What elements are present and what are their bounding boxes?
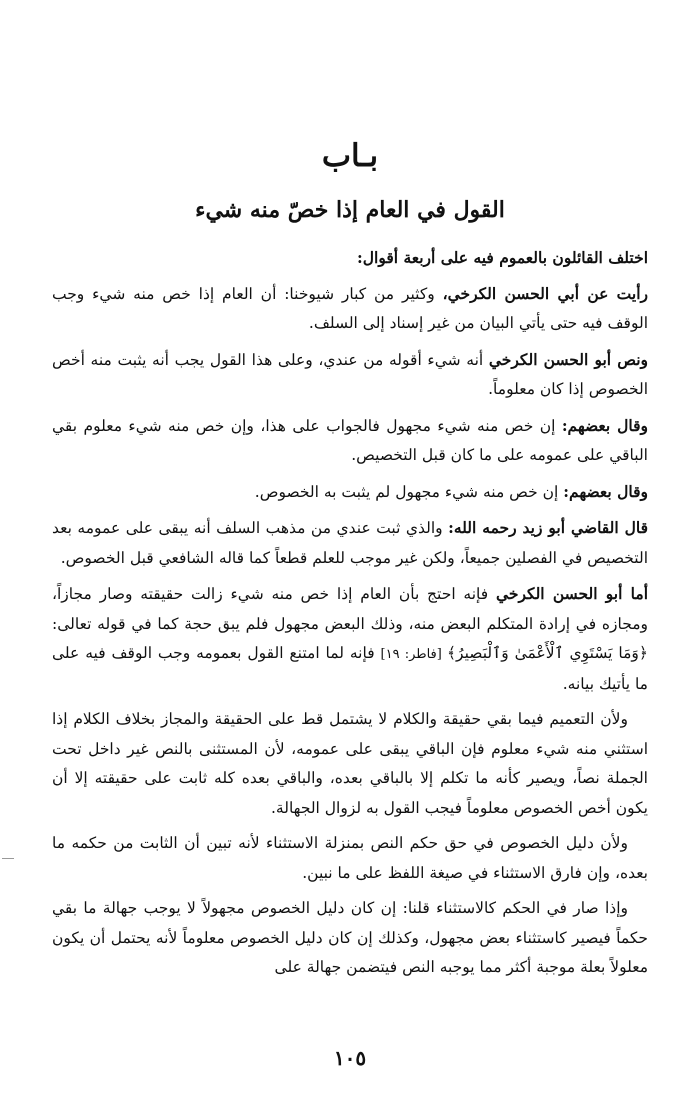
paragraph — [52, 829, 648, 888]
quran-verse: ﴿وَمَا يَسْتَوِي ٱلْأَعْمَىٰ وَٱلْبَصِيرُ﴾ — [446, 644, 648, 662]
paragraph — [52, 411, 648, 471]
paragraph-text: اختلف القائلون بالعموم فيه على أربعة أقوال: — [357, 248, 648, 267]
margin-mark — [2, 858, 14, 859]
paragraph-text: إن خص منه شيء مجهول فالجواب على هذا، وإن خص منه شيء معلوم بقي الباقي على عمومه على ما كان قبل التخصيص. — [52, 416, 648, 464]
paragraph — [52, 579, 648, 699]
body-text — [52, 243, 648, 989]
paragraph — [52, 513, 648, 573]
section-title: القول في العام إذا خصّ منه شيء — [195, 197, 505, 223]
paragraph — [52, 477, 648, 508]
paragraph — [52, 705, 648, 823]
paragraph-text: ولأن دليل الخصوص في حق حكم النص بمنزلة الاستثناء لأنه تبين أن الثابت من حكمه ما بعده، وإن فارق الاستثناء في صيغة اللفظ على ما نبين. — [52, 834, 648, 882]
paragraph-lead: ونص أبو الحسن الكرخي — [488, 349, 648, 369]
paragraph-text: وإذا صار في الحكم كالاستثناء قلنا: إن كان دليل الخصوص مجهولاً لا يوجب جهالة ما بقي حكماً فيصير كاستثناء بعض مجهول، وكذلك إن كان دليل الخصوص معلوماً لأنه يحتمل أن يكون معلولاً بعلة موجبة أكثر مما يوجبه النص فيتضمن جهالة على — [52, 899, 648, 976]
paragraph-text: وكثير من كبار شيوخنا: أن العام إذا خص منه شيء وجب الوقف فيه حتى يأتي البيان من غير إسناد إلى السلف. — [52, 284, 648, 332]
paragraph — [52, 345, 648, 405]
paragraph-text: ولأن التعميم فيما بقي حقيقة والكلام لا يشتمل قط على الحقيقة والمجاز بخلاف الكلام إذا استثني منه شيء معلوم فإن الباقي يبقى على عمومه، لأن المستثنى بالنص غير داخل تحت الجملة نصاً، ويصير كأنه ما تكلم إلا بالباقي بعده، والباقي بعده كله ثابت على حقيقته إلا أن يكون أخص الخصوص معلوماً فيجب القول به لزوال الجهالة. — [52, 710, 648, 817]
paragraph-lead: رأيت عن أبي الحسن الكرخي، — [442, 283, 648, 303]
paragraph-lead: وقال بعضهم: — [561, 415, 648, 435]
paragraph-text: إن خص منه شيء مجهول لم يثبت به الخصوص. — [254, 482, 564, 501]
paragraph — [52, 894, 648, 983]
paragraph-text: أنه شيء أقوله من عندي، وعلى هذا القول يجب أنه يثبت منه أخص الخصوص إذا كان معلوماً. — [52, 350, 648, 398]
paragraph-text: والذي ثبت عندي من مذهب السلف أنه يبقى على عمومه بعد التخصيص في الفصلين جميعاً، ولكن غير موجب للعلم قطعاً كما قاله الشافعي قبل الخصوص. — [52, 519, 648, 567]
page-number: ١٠٥ — [333, 1046, 367, 1070]
chapter-heading: بـاب — [321, 138, 379, 174]
paragraph-lead: قال القاضي أبو زيد رحمه الله: — [448, 518, 649, 537]
paragraph-text: فإنه لما امتنع القول بعمومه وجب الوقف فيه على ما يأتيك بيانه. — [52, 644, 648, 693]
paragraph-lead: وقال بعضهم: — [563, 481, 648, 501]
paragraph-lead: أما أبو الحسن الكرخي — [495, 584, 649, 603]
book-page — [52, 0, 648, 1097]
paragraph — [52, 279, 648, 339]
verse-citation: [فاطر: ١٩] — [380, 647, 447, 662]
paragraph-intro — [52, 243, 648, 273]
paragraph-text: فإنه احتج بأن العام إذا خص منه شيء زالت حقيقته وصار مجازاً، ومجازه في إرادة المتكلم البعض منه، وذلك البعض مجهول فلم يبق حجة كما في قوله تعالى: — [52, 585, 648, 633]
